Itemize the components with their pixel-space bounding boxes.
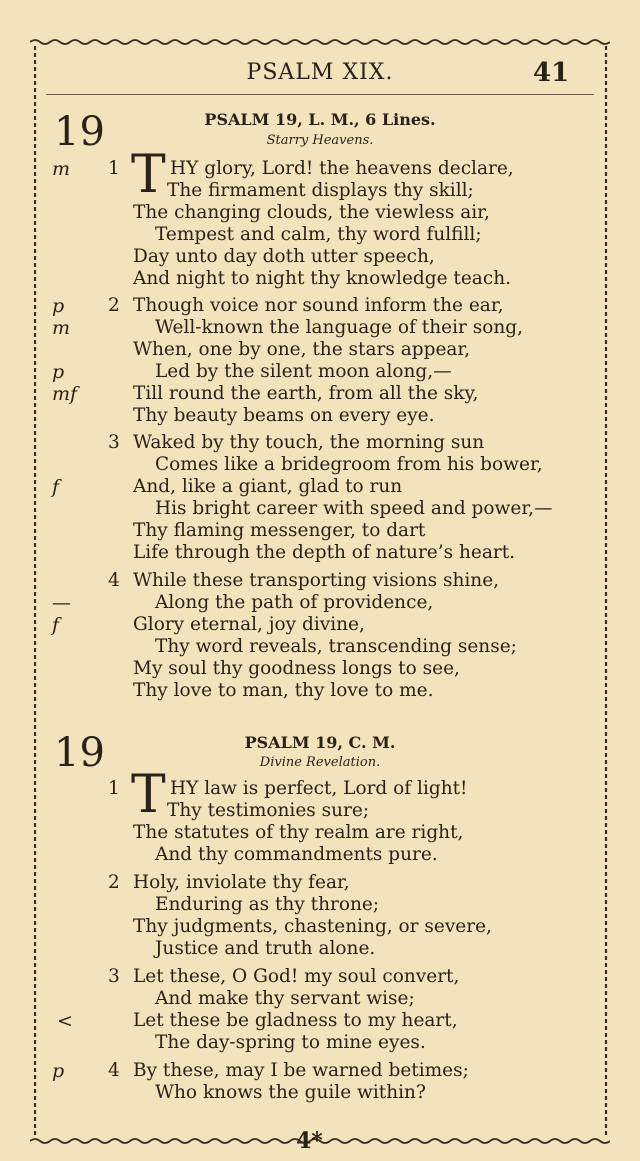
dynamic-mark: p bbox=[52, 361, 65, 383]
dynamic-mark: f bbox=[52, 614, 60, 636]
verse-line: Till round the earth, from all the sky, bbox=[133, 383, 479, 404]
verse-line: Comes like a bridegroom from his bower, bbox=[155, 454, 543, 475]
verse-line: Thy word reveals, transcending sense; bbox=[155, 636, 517, 657]
verse-line: Day unto day doth utter speech, bbox=[133, 246, 435, 267]
rope-border-top bbox=[30, 38, 610, 46]
hymn-number: 19 bbox=[54, 730, 105, 776]
dynamic-mark: m bbox=[52, 158, 71, 180]
verse-line: My soul thy goodness longs to see, bbox=[133, 658, 460, 679]
running-header: PSALM XIX. bbox=[246, 60, 394, 85]
verse-number: 3 bbox=[108, 432, 120, 453]
rope-border-left bbox=[32, 46, 38, 1138]
verse-line: And make thy servant wise; bbox=[155, 988, 415, 1009]
verse-line: The firmament displays thy skill; bbox=[167, 180, 474, 201]
hymn-title: PSALM 19, L. M., 6 Lines. bbox=[204, 110, 436, 129]
dynamic-mark: — bbox=[52, 592, 71, 614]
verse-line: While these transporting visions shine, bbox=[133, 570, 500, 591]
verse-line: Well-known the language of their song, bbox=[155, 317, 524, 338]
hymn-title: PSALM 19, C. M. bbox=[244, 733, 396, 752]
dynamic-mark: m bbox=[52, 317, 71, 339]
verse-line: Enduring as thy throne; bbox=[155, 894, 380, 915]
verse-line: Justice and truth alone. bbox=[155, 938, 376, 959]
verse-line: By these, may I be warned betimes; bbox=[133, 1060, 469, 1081]
crescendo-mark: < bbox=[57, 1010, 73, 1032]
verse-line: And thy commandments pure. bbox=[155, 844, 438, 865]
signature-mark: 4* bbox=[296, 1128, 323, 1154]
verse-line: Led by the silent moon along,— bbox=[155, 361, 452, 382]
verse-line: Thy judgments, chastening, or severe, bbox=[133, 916, 492, 937]
rope-border-right bbox=[603, 46, 609, 1138]
verse-number: 4 bbox=[108, 570, 120, 591]
verse-line: And night to night thy knowledge teach. bbox=[133, 268, 511, 289]
hymn-number: 19 bbox=[54, 109, 105, 155]
verse-line: Glory eternal, joy divine, bbox=[133, 614, 365, 635]
verse-line: Let these, O God! my soul convert, bbox=[133, 966, 460, 987]
verse-line: His bright career with speed and power,— bbox=[155, 498, 553, 519]
verse-number: 1 bbox=[108, 158, 120, 179]
verse-number: 3 bbox=[108, 966, 120, 987]
verse-line: HY glory, Lord! the heavens declare, bbox=[170, 158, 514, 179]
verse-line: Though voice nor sound inform the ear, bbox=[133, 295, 504, 316]
dynamic-mark: p bbox=[52, 1060, 65, 1082]
verse-line: Thy love to man, thy love to me. bbox=[133, 680, 434, 701]
drop-cap: T bbox=[131, 765, 166, 825]
verse-line: When, one by one, the stars appear, bbox=[133, 339, 471, 360]
verse-line: Thy testimonies sure; bbox=[167, 800, 370, 821]
verse-number: 2 bbox=[108, 295, 120, 316]
verse-line: HY law is perfect, Lord of light! bbox=[170, 778, 468, 799]
verse-line: Thy beauty beams on every eye. bbox=[133, 405, 435, 426]
verse-line: Life through the depth of nature’s heart. bbox=[133, 542, 516, 563]
verse-line: Let these be gladness to my heart, bbox=[133, 1010, 458, 1031]
verse-line: And, like a giant, glad to run bbox=[133, 476, 403, 497]
verse-line: Holy, inviolate thy fear, bbox=[133, 872, 350, 893]
header-rule bbox=[46, 94, 594, 95]
verse-number: 2 bbox=[108, 872, 120, 893]
dynamic-mark: f bbox=[52, 476, 60, 498]
hymn-subtitle: Starry Heavens. bbox=[266, 133, 374, 148]
verse-line: The changing clouds, the viewless air, bbox=[133, 202, 490, 223]
verse-line: Waked by thy touch, the morning sun bbox=[133, 432, 485, 453]
page-number: 41 bbox=[533, 58, 570, 88]
dynamic-mark: p bbox=[52, 295, 65, 317]
verse-line: Who knows the guile within? bbox=[155, 1082, 426, 1103]
verse-number: 4 bbox=[108, 1060, 120, 1081]
verse-line: The statutes of thy realm are right, bbox=[133, 822, 464, 843]
hymn-subtitle: Divine Revelation. bbox=[259, 755, 381, 770]
dynamic-mark: mf bbox=[52, 383, 78, 405]
verse-line: Along the path of providence, bbox=[155, 592, 434, 613]
drop-cap: T bbox=[131, 145, 166, 205]
verse-line: Tempest and calm, thy word fulfill; bbox=[155, 224, 482, 245]
verse-number: 1 bbox=[108, 778, 120, 799]
verse-line: Thy flaming messenger, to dart bbox=[133, 520, 426, 541]
verse-line: The day-spring to mine eyes. bbox=[155, 1032, 426, 1053]
